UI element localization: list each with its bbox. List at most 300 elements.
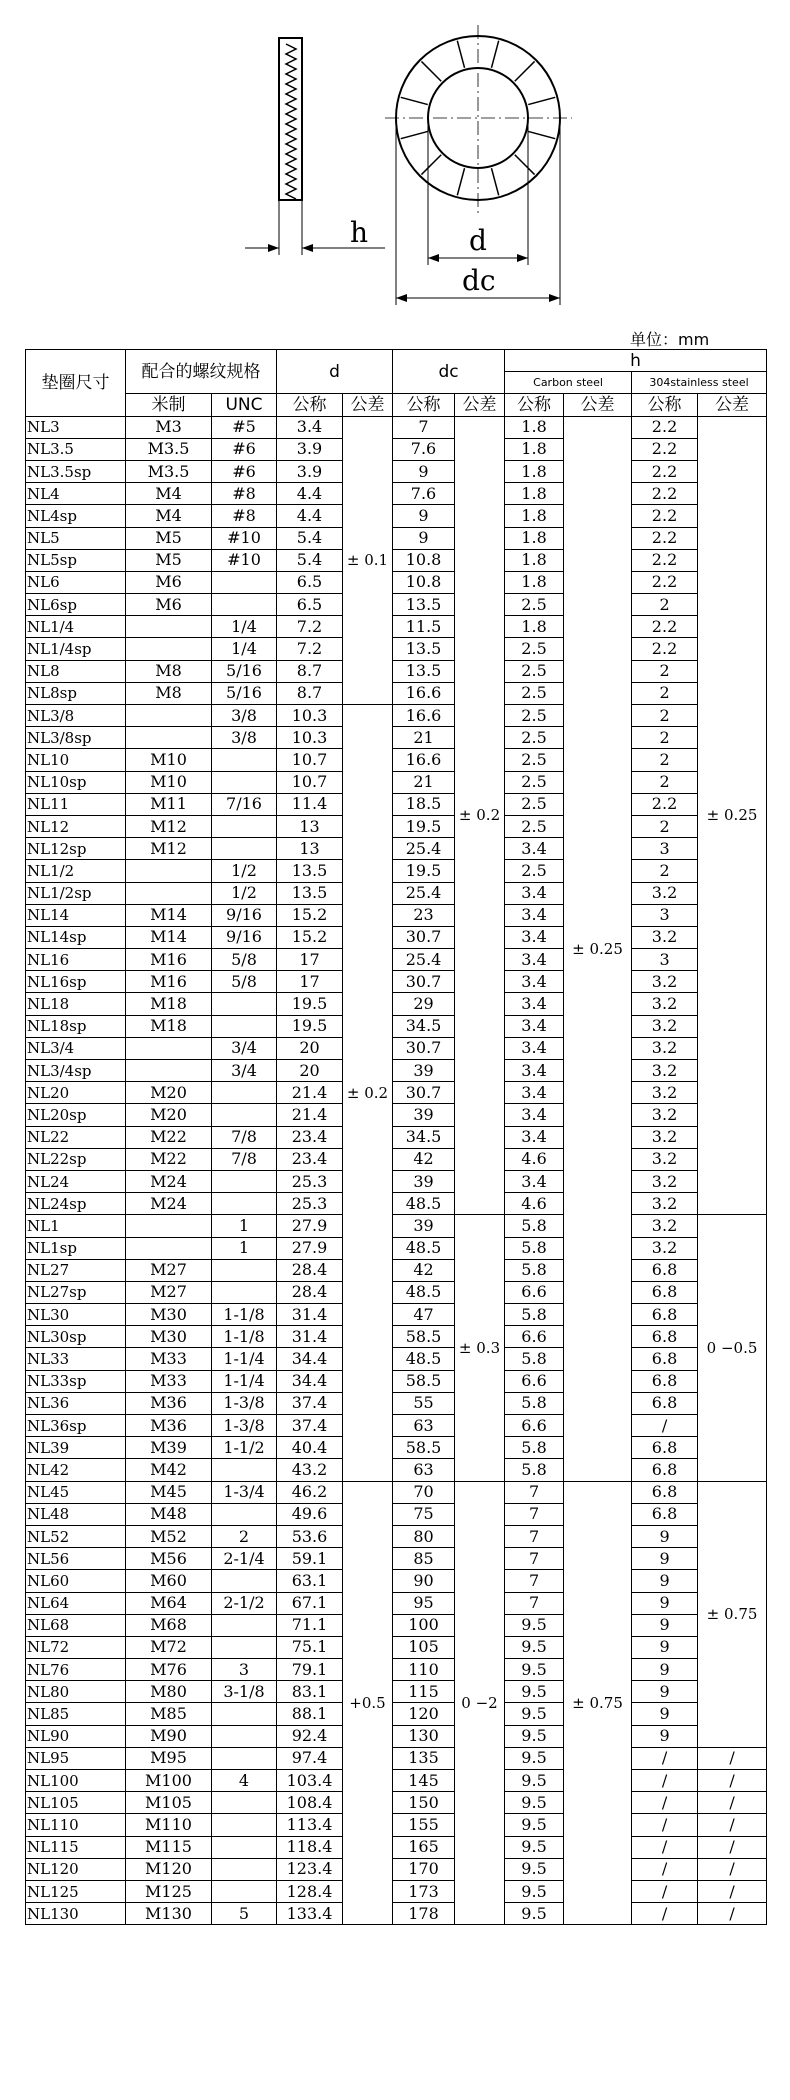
- cell-hc-nominal: 3.4: [505, 1170, 564, 1192]
- cell-hs-nominal: 2.2: [632, 460, 698, 482]
- cell-dc-nominal: 30.7: [393, 1082, 455, 1104]
- cell-hs-nominal: 6.8: [632, 1370, 698, 1392]
- table-row: [26, 1703, 767, 1725]
- header-hs-tolerance: 公差: [698, 394, 767, 416]
- cell-hs-nominal: 6.8: [632, 1259, 698, 1281]
- cell-size: NL85: [26, 1703, 126, 1725]
- header-metric: 米制: [126, 394, 212, 416]
- table-row: [26, 594, 767, 616]
- cell-hc-nominal: 9.5: [505, 1814, 564, 1836]
- cell-hs-nominal: 3: [632, 838, 698, 860]
- cell-metric: M56: [126, 1548, 212, 1570]
- unit-label: 单位：mm: [630, 330, 710, 349]
- cell-unc: [212, 1880, 277, 1902]
- washer-tooth: [457, 41, 464, 68]
- cell-dc-nominal: 9: [393, 527, 455, 549]
- cell-dc-nominal: 7.6: [393, 483, 455, 505]
- cell-metric: M36: [126, 1392, 212, 1414]
- cell-dc-nominal: 155: [393, 1814, 455, 1836]
- cell-metric: M68: [126, 1614, 212, 1636]
- cell-hc-nominal: 1.8: [505, 505, 564, 527]
- cell-metric: M24: [126, 1193, 212, 1215]
- table-row: [26, 904, 767, 926]
- washer-tooth: [491, 41, 498, 68]
- cell-hc-nominal: 7: [505, 1503, 564, 1525]
- cell-unc: [212, 1503, 277, 1525]
- cell-d-nominal: 67.1: [277, 1592, 343, 1614]
- cell-hs-tolerance: /: [698, 1858, 767, 1880]
- table-row: [26, 926, 767, 948]
- cell-d-nominal: 20: [277, 1037, 343, 1059]
- cell-size: NL24sp: [26, 1193, 126, 1215]
- cell-hs-nominal: 2: [632, 771, 698, 793]
- cell-hs-nominal: 3.2: [632, 1170, 698, 1192]
- table-row: [26, 882, 767, 904]
- cell-d-nominal: 10.7: [277, 771, 343, 793]
- table-row: [26, 1237, 767, 1259]
- cell-hc-nominal: 7: [505, 1481, 564, 1503]
- cell-hc-nominal: 2.5: [505, 771, 564, 793]
- cell-metric: M33: [126, 1370, 212, 1392]
- cell-hs-nominal: 9: [632, 1525, 698, 1547]
- cell-size: NL6: [26, 571, 126, 593]
- cell-hc-nominal: 1.8: [505, 483, 564, 505]
- table-row: [26, 638, 767, 660]
- cell-d-nominal: 27.9: [277, 1237, 343, 1259]
- cell-hs-tolerance: /: [698, 1792, 767, 1814]
- cell-hc-nominal: 5.8: [505, 1459, 564, 1481]
- cell-hc-nominal: 5.8: [505, 1215, 564, 1237]
- cell-metric: M60: [126, 1570, 212, 1592]
- cell-d-nominal: 40.4: [277, 1437, 343, 1459]
- cell-dc-nominal: 95: [393, 1592, 455, 1614]
- cell-hc-nominal: 9.5: [505, 1636, 564, 1658]
- cell-hc-nominal: 1.8: [505, 549, 564, 571]
- cell-size: NL48: [26, 1503, 126, 1525]
- cell-size: NL130: [26, 1903, 126, 1925]
- cell-unc: #10: [212, 527, 277, 549]
- cell-hc-nominal: 5.8: [505, 1259, 564, 1281]
- cell-unc: [212, 838, 277, 860]
- cell-hc-tolerance: ± 0.25: [564, 416, 632, 1481]
- cell-size: NL11: [26, 793, 126, 815]
- cell-hc-nominal: 3.4: [505, 926, 564, 948]
- cell-hc-nominal: 9.5: [505, 1836, 564, 1858]
- cell-d-nominal: 4.4: [277, 483, 343, 505]
- cell-size: NL8: [26, 660, 126, 682]
- cell-hc-nominal: 9.5: [505, 1681, 564, 1703]
- cell-metric: M36: [126, 1415, 212, 1437]
- cell-metric: [126, 705, 212, 727]
- cell-hs-nominal: 3.2: [632, 1193, 698, 1215]
- cell-size: NL33sp: [26, 1370, 126, 1392]
- cell-size: NL68: [26, 1614, 126, 1636]
- cell-metric: M8: [126, 682, 212, 704]
- table-row: [26, 483, 767, 505]
- header-d-nominal: 公称: [277, 394, 343, 416]
- cell-metric: [126, 882, 212, 904]
- cell-hs-nominal: 6.8: [632, 1281, 698, 1303]
- cell-dc-nominal: 135: [393, 1747, 455, 1769]
- cell-size: NL1/2sp: [26, 882, 126, 904]
- cell-hc-nominal: 6.6: [505, 1370, 564, 1392]
- cell-size: NL80: [26, 1681, 126, 1703]
- cell-unc: #10: [212, 549, 277, 571]
- cell-metric: [126, 616, 212, 638]
- cell-hc-nominal: 5.8: [505, 1392, 564, 1414]
- cell-size: NL125: [26, 1880, 126, 1902]
- cell-dc-nominal: 48.5: [393, 1193, 455, 1215]
- washer-tooth: [491, 168, 498, 195]
- cell-metric: M4: [126, 483, 212, 505]
- cell-unc: [212, 1459, 277, 1481]
- cell-size: NL36: [26, 1392, 126, 1414]
- cell-d-nominal: 13.5: [277, 860, 343, 882]
- cell-d-nominal: 10.3: [277, 705, 343, 727]
- cell-metric: M110: [126, 1814, 212, 1836]
- cell-dc-nominal: 70: [393, 1481, 455, 1503]
- cell-dc-nominal: 30.7: [393, 926, 455, 948]
- cell-d-nominal: 63.1: [277, 1570, 343, 1592]
- cell-hs-nominal: 2: [632, 660, 698, 682]
- table-row: [26, 660, 767, 682]
- cell-hs-nominal: 2.2: [632, 416, 698, 438]
- cell-unc: #8: [212, 483, 277, 505]
- table-row: [26, 1104, 767, 1126]
- cell-hc-nominal: 9.5: [505, 1858, 564, 1880]
- cell-hc-nominal: 1.8: [505, 460, 564, 482]
- header-carbon-steel: Carbon steel: [505, 372, 632, 394]
- cell-unc: 1/2: [212, 860, 277, 882]
- cell-hs-nominal: 2: [632, 682, 698, 704]
- cell-hs-nominal: /: [632, 1903, 698, 1925]
- cell-d-tolerance: ± 0.2: [343, 705, 393, 1482]
- cell-unc: [212, 1570, 277, 1592]
- cell-unc: 3/4: [212, 1037, 277, 1059]
- cell-dc-nominal: 120: [393, 1703, 455, 1725]
- cell-dc-nominal: 173: [393, 1880, 455, 1902]
- cell-hc-nominal: 6.6: [505, 1415, 564, 1437]
- cell-size: NL36sp: [26, 1415, 126, 1437]
- cell-size: NL72: [26, 1636, 126, 1658]
- cell-dc-nominal: 34.5: [393, 1015, 455, 1037]
- cell-d-nominal: 13: [277, 815, 343, 837]
- cell-metric: [126, 1060, 212, 1082]
- cell-d-nominal: 23.4: [277, 1148, 343, 1170]
- cell-unc: [212, 771, 277, 793]
- cell-hc-nominal: 2.5: [505, 727, 564, 749]
- cell-unc: 1-1/2: [212, 1437, 277, 1459]
- cell-d-nominal: 13: [277, 838, 343, 860]
- cell-dc-nominal: 80: [393, 1525, 455, 1547]
- cell-d-nominal: 37.4: [277, 1415, 343, 1437]
- cell-hs-nominal: 2.2: [632, 571, 698, 593]
- cell-d-nominal: 53.6: [277, 1525, 343, 1547]
- cell-hc-nominal: 1.8: [505, 571, 564, 593]
- table-row: [26, 771, 767, 793]
- washer-drawing: [0, 0, 790, 330]
- cell-size: NL76: [26, 1659, 126, 1681]
- cell-unc: 1: [212, 1237, 277, 1259]
- cell-dc-nominal: 48.5: [393, 1281, 455, 1303]
- cell-unc: [212, 594, 277, 616]
- cell-metric: M14: [126, 904, 212, 926]
- header-hc-nominal: 公称: [505, 394, 564, 416]
- cell-metric: M6: [126, 594, 212, 616]
- table-row: [26, 1903, 767, 1925]
- cell-hs-nominal: 9: [632, 1636, 698, 1658]
- cell-dc-nominal: 145: [393, 1770, 455, 1792]
- cell-metric: M10: [126, 771, 212, 793]
- cell-size: NL4: [26, 483, 126, 505]
- cell-hc-nominal: 9.5: [505, 1903, 564, 1925]
- table-row: [26, 527, 767, 549]
- cell-hc-nominal: 5.8: [505, 1304, 564, 1326]
- cell-metric: M10: [126, 749, 212, 771]
- cell-unc: [212, 571, 277, 593]
- cell-metric: M8: [126, 660, 212, 682]
- cell-metric: M33: [126, 1348, 212, 1370]
- cell-hs-nominal: 6.8: [632, 1437, 698, 1459]
- table-row: [26, 1326, 767, 1348]
- cell-dc-nominal: 21: [393, 727, 455, 749]
- cell-d-nominal: 25.3: [277, 1193, 343, 1215]
- table-row: [26, 1858, 767, 1880]
- table-row: [26, 1370, 767, 1392]
- cell-d-nominal: 108.4: [277, 1792, 343, 1814]
- cell-dc-nominal: 63: [393, 1459, 455, 1481]
- cell-dc-nominal: 63: [393, 1415, 455, 1437]
- cell-hc-nominal: 9.5: [505, 1659, 564, 1681]
- cell-dc-nominal: 18.5: [393, 793, 455, 815]
- cell-hs-nominal: 3.2: [632, 1148, 698, 1170]
- header-d: d: [277, 350, 393, 394]
- cell-hs-nominal: 6.8: [632, 1392, 698, 1414]
- cell-hs-nominal: 3.2: [632, 993, 698, 1015]
- cell-unc: 3: [212, 1659, 277, 1681]
- cell-metric: M52: [126, 1525, 212, 1547]
- cell-hc-nominal: 6.6: [505, 1326, 564, 1348]
- cell-hc-nominal: 1.8: [505, 416, 564, 438]
- cell-unc: 3/8: [212, 727, 277, 749]
- cell-dc-nominal: 165: [393, 1836, 455, 1858]
- cell-unc: 5/8: [212, 949, 277, 971]
- cell-hc-nominal: 4.6: [505, 1193, 564, 1215]
- cell-dc-nominal: 9: [393, 460, 455, 482]
- cell-hc-nominal: 9.5: [505, 1880, 564, 1902]
- table-row: [26, 1747, 767, 1769]
- cell-d-nominal: 83.1: [277, 1681, 343, 1703]
- cell-unc: [212, 1858, 277, 1880]
- cell-hs-nominal: 6.8: [632, 1326, 698, 1348]
- cell-dc-nominal: 9: [393, 505, 455, 527]
- cell-dc-nominal: 48.5: [393, 1237, 455, 1259]
- table-row: [26, 616, 767, 638]
- cell-d-nominal: 46.2: [277, 1481, 343, 1503]
- cell-d-nominal: 20: [277, 1060, 343, 1082]
- cell-hc-nominal: 9.5: [505, 1747, 564, 1769]
- cell-unc: [212, 1193, 277, 1215]
- cell-unc: #6: [212, 438, 277, 460]
- cell-unc: [212, 1259, 277, 1281]
- cell-d-nominal: 4.4: [277, 505, 343, 527]
- cell-metric: M42: [126, 1459, 212, 1481]
- cell-size: NL22sp: [26, 1148, 126, 1170]
- cell-dc-nominal: 39: [393, 1060, 455, 1082]
- table-row: [26, 1015, 767, 1037]
- cell-d-nominal: 10.7: [277, 749, 343, 771]
- cell-hs-nominal: 9: [632, 1703, 698, 1725]
- cell-unc: #6: [212, 460, 277, 482]
- cell-metric: M22: [126, 1126, 212, 1148]
- cell-metric: M5: [126, 549, 212, 571]
- cell-hc-nominal: 2.5: [505, 793, 564, 815]
- cell-hs-nominal: 2: [632, 749, 698, 771]
- table-row: [26, 1459, 767, 1481]
- cell-d-nominal: 17: [277, 949, 343, 971]
- cell-hs-nominal: 2.2: [632, 793, 698, 815]
- cell-hc-nominal: 2.5: [505, 860, 564, 882]
- cell-hs-nominal: 2.2: [632, 483, 698, 505]
- cell-metric: M4: [126, 505, 212, 527]
- cell-metric: M18: [126, 993, 212, 1015]
- h-dimension-label: h: [350, 216, 369, 249]
- cell-size: NL110: [26, 1814, 126, 1836]
- table-row: [26, 1126, 767, 1148]
- cell-unc: 7/8: [212, 1148, 277, 1170]
- cell-unc: 5/16: [212, 660, 277, 682]
- table-row: [26, 438, 767, 460]
- cell-metric: M80: [126, 1681, 212, 1703]
- cell-d-nominal: 21.4: [277, 1082, 343, 1104]
- cell-metric: M3.5: [126, 460, 212, 482]
- cell-size: NL100: [26, 1770, 126, 1792]
- cell-size: NL56: [26, 1548, 126, 1570]
- cell-metric: M76: [126, 1659, 212, 1681]
- cell-metric: M24: [126, 1170, 212, 1192]
- cell-unc: 9/16: [212, 926, 277, 948]
- cell-unc: [212, 1104, 277, 1126]
- cell-hs-nominal: /: [632, 1836, 698, 1858]
- cell-d-nominal: 5.4: [277, 549, 343, 571]
- cell-d-nominal: 10.3: [277, 727, 343, 749]
- cell-hs-nominal: 2.2: [632, 616, 698, 638]
- cell-unc: 4: [212, 1770, 277, 1792]
- header-dc-nominal: 公称: [393, 394, 455, 416]
- cell-size: NL10: [26, 749, 126, 771]
- cell-d-nominal: 8.7: [277, 660, 343, 682]
- cell-hs-tolerance: /: [698, 1747, 767, 1769]
- cell-hs-tolerance: 0 −0.5: [698, 1215, 767, 1481]
- cell-metric: [126, 1237, 212, 1259]
- cell-dc-nominal: 7: [393, 416, 455, 438]
- table-row: [26, 1614, 767, 1636]
- cell-size: NL16sp: [26, 971, 126, 993]
- cell-d-nominal: 43.2: [277, 1459, 343, 1481]
- cell-unc: 3/4: [212, 1060, 277, 1082]
- cell-hs-nominal: 3.2: [632, 926, 698, 948]
- cell-d-nominal: 25.3: [277, 1170, 343, 1192]
- cell-unc: [212, 1082, 277, 1104]
- cell-hs-nominal: 2: [632, 705, 698, 727]
- washer-tooth: [528, 97, 555, 104]
- cell-unc: 1-3/4: [212, 1481, 277, 1503]
- cell-size: NL3.5: [26, 438, 126, 460]
- cell-hs-nominal: 3.2: [632, 1060, 698, 1082]
- cell-size: NL42: [26, 1459, 126, 1481]
- cell-dc-nominal: 90: [393, 1570, 455, 1592]
- cell-dc-nominal: 150: [393, 1792, 455, 1814]
- cell-unc: 2-1/4: [212, 1548, 277, 1570]
- table-row: [26, 1548, 767, 1570]
- cell-hc-nominal: 3.4: [505, 1015, 564, 1037]
- cell-size: NL10sp: [26, 771, 126, 793]
- cell-dc-nominal: 42: [393, 1259, 455, 1281]
- cell-d-nominal: 11.4: [277, 793, 343, 815]
- cell-hc-nominal: 5.8: [505, 1437, 564, 1459]
- table-row: [26, 971, 767, 993]
- cell-d-nominal: 19.5: [277, 1015, 343, 1037]
- cell-hc-nominal: 3.4: [505, 949, 564, 971]
- cell-d-nominal: 21.4: [277, 1104, 343, 1126]
- cell-size: NL1sp: [26, 1237, 126, 1259]
- table-row: [26, 1503, 767, 1525]
- cell-size: NL3: [26, 416, 126, 438]
- cell-dc-nominal: 39: [393, 1104, 455, 1126]
- table-row: [26, 682, 767, 704]
- cell-hc-nominal: 3.4: [505, 838, 564, 860]
- cell-size: NL120: [26, 1858, 126, 1880]
- table-row: [26, 1659, 767, 1681]
- cell-dc-nominal: 10.8: [393, 549, 455, 571]
- cell-metric: [126, 638, 212, 660]
- cell-metric: M115: [126, 1836, 212, 1858]
- cell-dc-nominal: 39: [393, 1215, 455, 1237]
- cell-hc-nominal: 1.8: [505, 438, 564, 460]
- cell-size: NL115: [26, 1836, 126, 1858]
- cell-unc: #5: [212, 416, 277, 438]
- cell-hs-nominal: 6.8: [632, 1304, 698, 1326]
- cell-unc: [212, 1614, 277, 1636]
- cell-unc: 5: [212, 1903, 277, 1925]
- cell-hs-nominal: 9: [632, 1681, 698, 1703]
- cell-d-nominal: 49.6: [277, 1503, 343, 1525]
- table-row: [26, 1304, 767, 1326]
- cell-dc-nominal: 13.5: [393, 660, 455, 682]
- cell-metric: M3.5: [126, 438, 212, 460]
- cell-dc-nominal: 25.4: [393, 949, 455, 971]
- header-stainless-steel: 304stainless steel: [632, 372, 767, 394]
- cell-size: NL33: [26, 1348, 126, 1370]
- cell-d-nominal: 71.1: [277, 1614, 343, 1636]
- table-row: [26, 1725, 767, 1747]
- cell-hs-tolerance: /: [698, 1903, 767, 1925]
- cell-hc-nominal: 7: [505, 1525, 564, 1547]
- cell-d-nominal: 128.4: [277, 1880, 343, 1902]
- cell-hc-nominal: 7: [505, 1592, 564, 1614]
- cell-hs-nominal: 3.2: [632, 1104, 698, 1126]
- cell-hc-nominal: 9.5: [505, 1792, 564, 1814]
- cell-hs-nominal: 2: [632, 594, 698, 616]
- cell-size: NL64: [26, 1592, 126, 1614]
- washer-tooth: [515, 155, 535, 175]
- cell-hs-nominal: 3.2: [632, 1237, 698, 1259]
- cell-d-nominal: 37.4: [277, 1392, 343, 1414]
- cell-dc-nominal: 130: [393, 1725, 455, 1747]
- cell-hc-nominal: 3.4: [505, 1126, 564, 1148]
- cell-metric: M6: [126, 571, 212, 593]
- cell-hs-nominal: 2: [632, 860, 698, 882]
